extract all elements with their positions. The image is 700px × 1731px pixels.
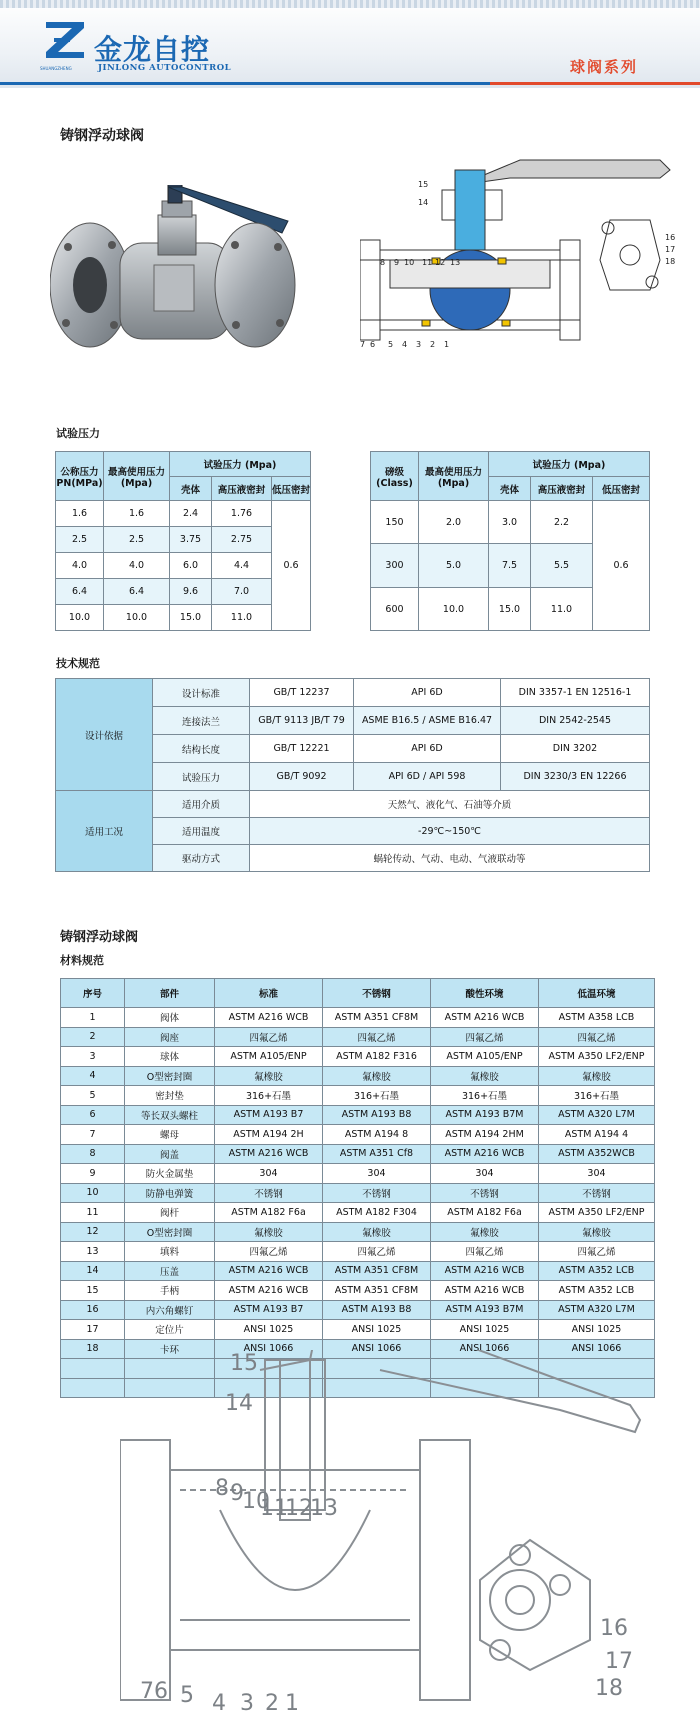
section-title-2: 铸钢浮动球阀 bbox=[60, 930, 139, 945]
cell: ASTM A193 B7 bbox=[215, 1300, 323, 1320]
cell: ASTM A193 B7 bbox=[215, 1105, 323, 1125]
cell: API 6D bbox=[354, 735, 501, 763]
header-cell: 酸性环境 bbox=[431, 979, 539, 1008]
svg-text:8: 8 bbox=[215, 1476, 229, 1501]
cell: 10 bbox=[61, 1183, 125, 1203]
header-max: 最高使用压力 (Mpa) bbox=[104, 452, 170, 501]
table-row bbox=[61, 1300, 655, 1320]
cell: 手柄 bbox=[125, 1281, 215, 1301]
cell: 3.75 bbox=[170, 527, 212, 553]
svg-text:4: 4 bbox=[402, 340, 408, 349]
svg-text:2: 2 bbox=[430, 340, 436, 349]
cell: 7 bbox=[61, 1125, 125, 1145]
cell: ASTM A216 WCB bbox=[215, 1008, 323, 1028]
cell: 10.0 bbox=[419, 588, 489, 631]
svg-text:5: 5 bbox=[180, 1683, 194, 1708]
cell: ASTM A216 WCB bbox=[215, 1144, 323, 1164]
cell: 4.0 bbox=[56, 553, 104, 579]
cell: DIN 3230/3 EN 12266 bbox=[501, 763, 650, 791]
cell: 304 bbox=[431, 1164, 539, 1184]
cell: 螺母 bbox=[125, 1125, 215, 1145]
cell: 适用温度 bbox=[153, 818, 250, 845]
cell: ASTM A320 L7M bbox=[539, 1105, 655, 1125]
cell: ANSI 1025 bbox=[431, 1320, 539, 1340]
cell: 适用介质 bbox=[153, 791, 250, 818]
cell: 卡环 bbox=[125, 1339, 215, 1359]
cell: DIN 2542-2545 bbox=[501, 707, 650, 735]
cell: 氟橡胶 bbox=[323, 1222, 431, 1242]
svg-text:9: 9 bbox=[230, 1481, 244, 1506]
cell: 阀座 bbox=[125, 1027, 215, 1047]
cell: 1.6 bbox=[56, 501, 104, 527]
cell: 316+石墨 bbox=[215, 1086, 323, 1106]
cell: ASTM A352WCB bbox=[539, 1144, 655, 1164]
cell: 不锈钢 bbox=[323, 1183, 431, 1203]
cell: ASTM A193 B7M bbox=[431, 1300, 539, 1320]
cell: 7.5 bbox=[489, 544, 531, 588]
cell: 6.4 bbox=[56, 579, 104, 605]
cell: 内六角螺钉 bbox=[125, 1300, 215, 1320]
cell: GB/T 12221 bbox=[250, 735, 354, 763]
cell: 密封垫 bbox=[125, 1086, 215, 1106]
svg-text:3: 3 bbox=[240, 1691, 254, 1716]
cell: 6 bbox=[61, 1105, 125, 1125]
cell: 12 bbox=[61, 1222, 125, 1242]
cell: GB/T 9092 bbox=[250, 763, 354, 791]
svg-text:14: 14 bbox=[225, 1391, 253, 1416]
cell: 2 bbox=[61, 1027, 125, 1047]
cell: ANSI 1066 bbox=[215, 1339, 323, 1359]
cell: 四氟乙烯 bbox=[323, 1242, 431, 1262]
cell: 3.0 bbox=[489, 501, 531, 544]
svg-text:10: 10 bbox=[404, 258, 415, 267]
cell: 填料 bbox=[125, 1242, 215, 1262]
svg-text:18: 18 bbox=[595, 1676, 623, 1701]
svg-text:10: 10 bbox=[242, 1489, 270, 1514]
svg-text:15: 15 bbox=[418, 180, 429, 189]
cell: ASTM A352 LCB bbox=[539, 1261, 655, 1281]
cell: 6.0 bbox=[170, 553, 212, 579]
cell: 7.0 bbox=[212, 579, 272, 605]
header-shell: 壳体 bbox=[489, 477, 531, 501]
cell: ASTM A216 WCB bbox=[431, 1008, 539, 1028]
header-lp: 低压密封 bbox=[593, 477, 650, 501]
cell: ANSI 1066 bbox=[539, 1339, 655, 1359]
valve-photo bbox=[50, 185, 320, 355]
table-row bbox=[371, 501, 650, 544]
cell: 氟橡胶 bbox=[215, 1066, 323, 1086]
table-row bbox=[61, 1242, 655, 1262]
svg-text:11: 11 bbox=[422, 258, 433, 267]
tech-section-title: 技术规范 bbox=[56, 657, 100, 670]
cell: 结构长度 bbox=[153, 735, 250, 763]
cell: 氟橡胶 bbox=[431, 1066, 539, 1086]
cell: 316+石墨 bbox=[431, 1086, 539, 1106]
cell: ASTM A193 B8 bbox=[323, 1300, 431, 1320]
cell: 9.6 bbox=[170, 579, 212, 605]
cell: 316+石墨 bbox=[323, 1086, 431, 1106]
cell: 氟橡胶 bbox=[215, 1222, 323, 1242]
cell: 304 bbox=[323, 1164, 431, 1184]
cell: 1.76 bbox=[212, 501, 272, 527]
valve-section-diagram-large bbox=[120, 1350, 680, 1720]
table-row bbox=[61, 1183, 655, 1203]
cell: 5 bbox=[61, 1086, 125, 1106]
table-row bbox=[61, 1086, 655, 1106]
header-texture bbox=[0, 0, 700, 8]
cell: ASTM A194 4 bbox=[539, 1125, 655, 1145]
header-shell: 壳体 bbox=[170, 477, 212, 501]
header-hp: 高压液密封 bbox=[212, 477, 272, 501]
cell: 2.0 bbox=[419, 501, 489, 544]
cell: 10.0 bbox=[56, 605, 104, 631]
cell: ASTM A194 2HM bbox=[431, 1125, 539, 1145]
cell: ASTM A351 Cf8 bbox=[323, 1144, 431, 1164]
cell: 3 bbox=[61, 1047, 125, 1067]
cell: DIN 3202 bbox=[501, 735, 650, 763]
cell: 连接法兰 bbox=[153, 707, 250, 735]
cell: 14 bbox=[61, 1261, 125, 1281]
svg-text:11: 11 bbox=[260, 1496, 288, 1521]
svg-text:6: 6 bbox=[154, 1679, 168, 1704]
cell: 9 bbox=[61, 1164, 125, 1184]
cell: 四氟乙烯 bbox=[323, 1027, 431, 1047]
table-row bbox=[61, 1105, 655, 1125]
cell: ASTM A320 L7M bbox=[539, 1300, 655, 1320]
pressure-section-title: 试验压力 bbox=[56, 427, 100, 440]
cell: ASTM A216 WCB bbox=[431, 1281, 539, 1301]
cell: API 6D bbox=[354, 679, 501, 707]
cell: 四氟乙烯 bbox=[539, 1242, 655, 1262]
cell: 11 bbox=[61, 1203, 125, 1223]
header-cell: 序号 bbox=[61, 979, 125, 1008]
cell: 4.4 bbox=[212, 553, 272, 579]
header-test: 试验压力 (Mpa) bbox=[489, 452, 650, 477]
cell: 2.75 bbox=[212, 527, 272, 553]
cell: 316+石墨 bbox=[539, 1086, 655, 1106]
cell: ASTM A351 CF8M bbox=[323, 1281, 431, 1301]
valve-section-diagram-small bbox=[360, 150, 680, 390]
cell: 蜗轮传动、气动、电动、气液联动等 bbox=[250, 845, 650, 872]
cell: ASTM A352 LCB bbox=[539, 1281, 655, 1301]
cell: O型密封圈 bbox=[125, 1222, 215, 1242]
cell: 2.2 bbox=[531, 501, 593, 544]
svg-text:17: 17 bbox=[665, 245, 676, 254]
cell: 压盖 bbox=[125, 1261, 215, 1281]
cell: ASME B16.5 / ASME B16.47 bbox=[354, 707, 501, 735]
svg-text:2: 2 bbox=[265, 1691, 279, 1716]
cell: ANSI 1025 bbox=[215, 1320, 323, 1340]
pressure-table-class bbox=[370, 451, 650, 631]
cell: ASTM A216 WCB bbox=[215, 1261, 323, 1281]
svg-text:15: 15 bbox=[230, 1351, 258, 1376]
cell: 2.5 bbox=[104, 527, 170, 553]
header-divider bbox=[0, 82, 700, 85]
svg-text:1: 1 bbox=[285, 1691, 299, 1716]
cell: DIN 3357-1 EN 12516-1 bbox=[501, 679, 650, 707]
table-row bbox=[61, 1164, 655, 1184]
page-header bbox=[0, 0, 700, 88]
header-class: 磅级 (Class) bbox=[371, 452, 419, 501]
cell: -29℃~150℃ bbox=[250, 818, 650, 845]
company-name-en: JINLONG AUTOCONTROL bbox=[98, 63, 232, 73]
cell: ASTM A182 F6a bbox=[431, 1203, 539, 1223]
cell: ASTM A105/ENP bbox=[431, 1047, 539, 1067]
cell: 防静电弹簧 bbox=[125, 1183, 215, 1203]
table-row bbox=[61, 1203, 655, 1223]
svg-text:18: 18 bbox=[665, 257, 676, 266]
svg-text:14: 14 bbox=[418, 198, 429, 207]
group-conditions: 适用工况 bbox=[56, 791, 153, 872]
cell: 四氟乙烯 bbox=[215, 1242, 323, 1262]
header-cell: 不锈钢 bbox=[323, 979, 431, 1008]
table-row bbox=[61, 1125, 655, 1145]
cell: GB/T 12237 bbox=[250, 679, 354, 707]
cell: 1 bbox=[61, 1008, 125, 1028]
svg-text:7: 7 bbox=[360, 340, 366, 349]
materials-table bbox=[60, 978, 655, 1398]
cell: 阀杆 bbox=[125, 1203, 215, 1223]
cell: 2.5 bbox=[56, 527, 104, 553]
table-row bbox=[61, 1320, 655, 1340]
cell: ASTM A216 WCB bbox=[431, 1261, 539, 1281]
company-name-cn: 金龙自控 bbox=[94, 33, 211, 66]
cell: ASTM A216 WCB bbox=[215, 1281, 323, 1301]
cell: 四氟乙烯 bbox=[215, 1027, 323, 1047]
cell: 定位片 bbox=[125, 1320, 215, 1340]
svg-text:8: 8 bbox=[380, 258, 386, 267]
cell: 氟橡胶 bbox=[539, 1066, 655, 1086]
header-cell: 低温环境 bbox=[539, 979, 655, 1008]
cell: 防火金属垫 bbox=[125, 1164, 215, 1184]
cell: ASTM A350 LF2/ENP bbox=[539, 1047, 655, 1067]
svg-text:12: 12 bbox=[285, 1496, 313, 1521]
header-hp: 高压液密封 bbox=[531, 477, 593, 501]
svg-text:16: 16 bbox=[665, 233, 676, 242]
cell: ASTM A351 CF8M bbox=[323, 1008, 431, 1028]
cell: 球体 bbox=[125, 1047, 215, 1067]
svg-text:16: 16 bbox=[600, 1616, 628, 1641]
cell: 304 bbox=[539, 1164, 655, 1184]
series-title: 球阀系列 bbox=[569, 58, 638, 76]
cell: ASTM A216 WCB bbox=[431, 1144, 539, 1164]
cell: 4 bbox=[61, 1066, 125, 1086]
cell: 15.0 bbox=[489, 588, 531, 631]
header-cell: 部件 bbox=[125, 979, 215, 1008]
cell: ANSI 1025 bbox=[539, 1320, 655, 1340]
cell: 试验压力 bbox=[153, 763, 250, 791]
header-pn: 公称压力 PN(MPa) bbox=[56, 452, 104, 501]
cell: ASTM A194 8 bbox=[323, 1125, 431, 1145]
section-title-1: 铸钢浮动球阀 bbox=[60, 128, 144, 144]
svg-text:4: 4 bbox=[212, 1691, 226, 1716]
cell: 4.0 bbox=[104, 553, 170, 579]
svg-text:9: 9 bbox=[394, 258, 400, 267]
svg-text:3: 3 bbox=[416, 340, 422, 349]
lp-value: 0.6 bbox=[593, 501, 650, 631]
cell: 11.0 bbox=[212, 605, 272, 631]
table-row bbox=[61, 1222, 655, 1242]
cell: ASTM A194 2H bbox=[215, 1125, 323, 1145]
cell: 10.0 bbox=[104, 605, 170, 631]
cell: 氟橡胶 bbox=[431, 1222, 539, 1242]
cell: ASTM A358 LCB bbox=[539, 1008, 655, 1028]
cell: API 6D / API 598 bbox=[354, 763, 501, 791]
cell: 等长双头螺柱 bbox=[125, 1105, 215, 1125]
cell: 四氟乙烯 bbox=[431, 1027, 539, 1047]
cell: 304 bbox=[215, 1164, 323, 1184]
cell: 300 bbox=[371, 544, 419, 588]
cell: ASTM A182 F316 bbox=[323, 1047, 431, 1067]
header-test: 试验压力 (Mpa) bbox=[170, 452, 311, 477]
tech-spec-table bbox=[55, 678, 650, 872]
svg-text:12: 12 bbox=[435, 258, 446, 267]
cell: 四氟乙烯 bbox=[431, 1242, 539, 1262]
table-row bbox=[61, 1066, 655, 1086]
cell: 设计标准 bbox=[153, 679, 250, 707]
cell: O型密封圈 bbox=[125, 1066, 215, 1086]
header-max: 最高使用压力 (Mpa) bbox=[419, 452, 489, 501]
table-row bbox=[56, 501, 311, 527]
logo-subtext: SHUANGZHENG bbox=[40, 66, 72, 71]
table-row bbox=[61, 1261, 655, 1281]
cell: 1.6 bbox=[104, 501, 170, 527]
cell bbox=[61, 1359, 125, 1379]
materials-subtitle: 材料规范 bbox=[60, 954, 104, 967]
cell: ANSI 1066 bbox=[323, 1339, 431, 1359]
cell: 16 bbox=[61, 1300, 125, 1320]
cell: 13 bbox=[61, 1242, 125, 1262]
cell: 天然气、液化气、石油等介质 bbox=[250, 791, 650, 818]
cell: 17 bbox=[61, 1320, 125, 1340]
cell: ASTM A350 LF2/ENP bbox=[539, 1203, 655, 1223]
cell: 不锈钢 bbox=[431, 1183, 539, 1203]
cell: 阀体 bbox=[125, 1008, 215, 1028]
cell: 四氟乙烯 bbox=[539, 1027, 655, 1047]
cell bbox=[61, 1378, 125, 1398]
svg-text:6: 6 bbox=[370, 340, 376, 349]
pressure-table-pn bbox=[55, 451, 311, 631]
cell: ASTM A182 F304 bbox=[323, 1203, 431, 1223]
svg-text:5: 5 bbox=[388, 340, 394, 349]
cell: 150 bbox=[371, 501, 419, 544]
cell: 5.0 bbox=[419, 544, 489, 588]
cell: 15 bbox=[61, 1281, 125, 1301]
cell: 15.0 bbox=[170, 605, 212, 631]
cell: 5.5 bbox=[531, 544, 593, 588]
cell: 8 bbox=[61, 1144, 125, 1164]
table-row bbox=[61, 1008, 655, 1028]
svg-text:7: 7 bbox=[140, 1679, 154, 1704]
cell: 氟橡胶 bbox=[323, 1066, 431, 1086]
cell: 11.0 bbox=[531, 588, 593, 631]
cell: 不锈钢 bbox=[215, 1183, 323, 1203]
cell: ANSI 1066 bbox=[431, 1339, 539, 1359]
table-row bbox=[61, 1047, 655, 1067]
cell: ASTM A193 B7M bbox=[431, 1105, 539, 1125]
svg-text:13: 13 bbox=[310, 1496, 338, 1521]
group-design-basis: 设计依据 bbox=[56, 679, 153, 791]
cell: 阀盖 bbox=[125, 1144, 215, 1164]
cell: 600 bbox=[371, 588, 419, 631]
cell: 驱动方式 bbox=[153, 845, 250, 872]
cell: 不锈钢 bbox=[539, 1183, 655, 1203]
cell: 2.4 bbox=[170, 501, 212, 527]
cell: 氟橡胶 bbox=[539, 1222, 655, 1242]
svg-text:1: 1 bbox=[444, 340, 450, 349]
table-row bbox=[61, 1281, 655, 1301]
cell: 18 bbox=[61, 1339, 125, 1359]
cell: ASTM A105/ENP bbox=[215, 1047, 323, 1067]
table-row bbox=[61, 1144, 655, 1164]
svg-text:17: 17 bbox=[605, 1649, 633, 1674]
header-lp: 低压密封 bbox=[272, 477, 311, 501]
cell: ASTM A193 B8 bbox=[323, 1105, 431, 1125]
cell: 6.4 bbox=[104, 579, 170, 605]
table-row bbox=[61, 1027, 655, 1047]
cell: GB/T 9113 JB/T 79 bbox=[250, 707, 354, 735]
svg-text:13: 13 bbox=[450, 258, 461, 267]
header-cell: 标准 bbox=[215, 979, 323, 1008]
lp-value: 0.6 bbox=[272, 501, 311, 631]
cell: ASTM A351 CF8M bbox=[323, 1261, 431, 1281]
cell: ANSI 1025 bbox=[323, 1320, 431, 1340]
cell: ASTM A182 F6a bbox=[215, 1203, 323, 1223]
logo-icon bbox=[44, 18, 88, 62]
